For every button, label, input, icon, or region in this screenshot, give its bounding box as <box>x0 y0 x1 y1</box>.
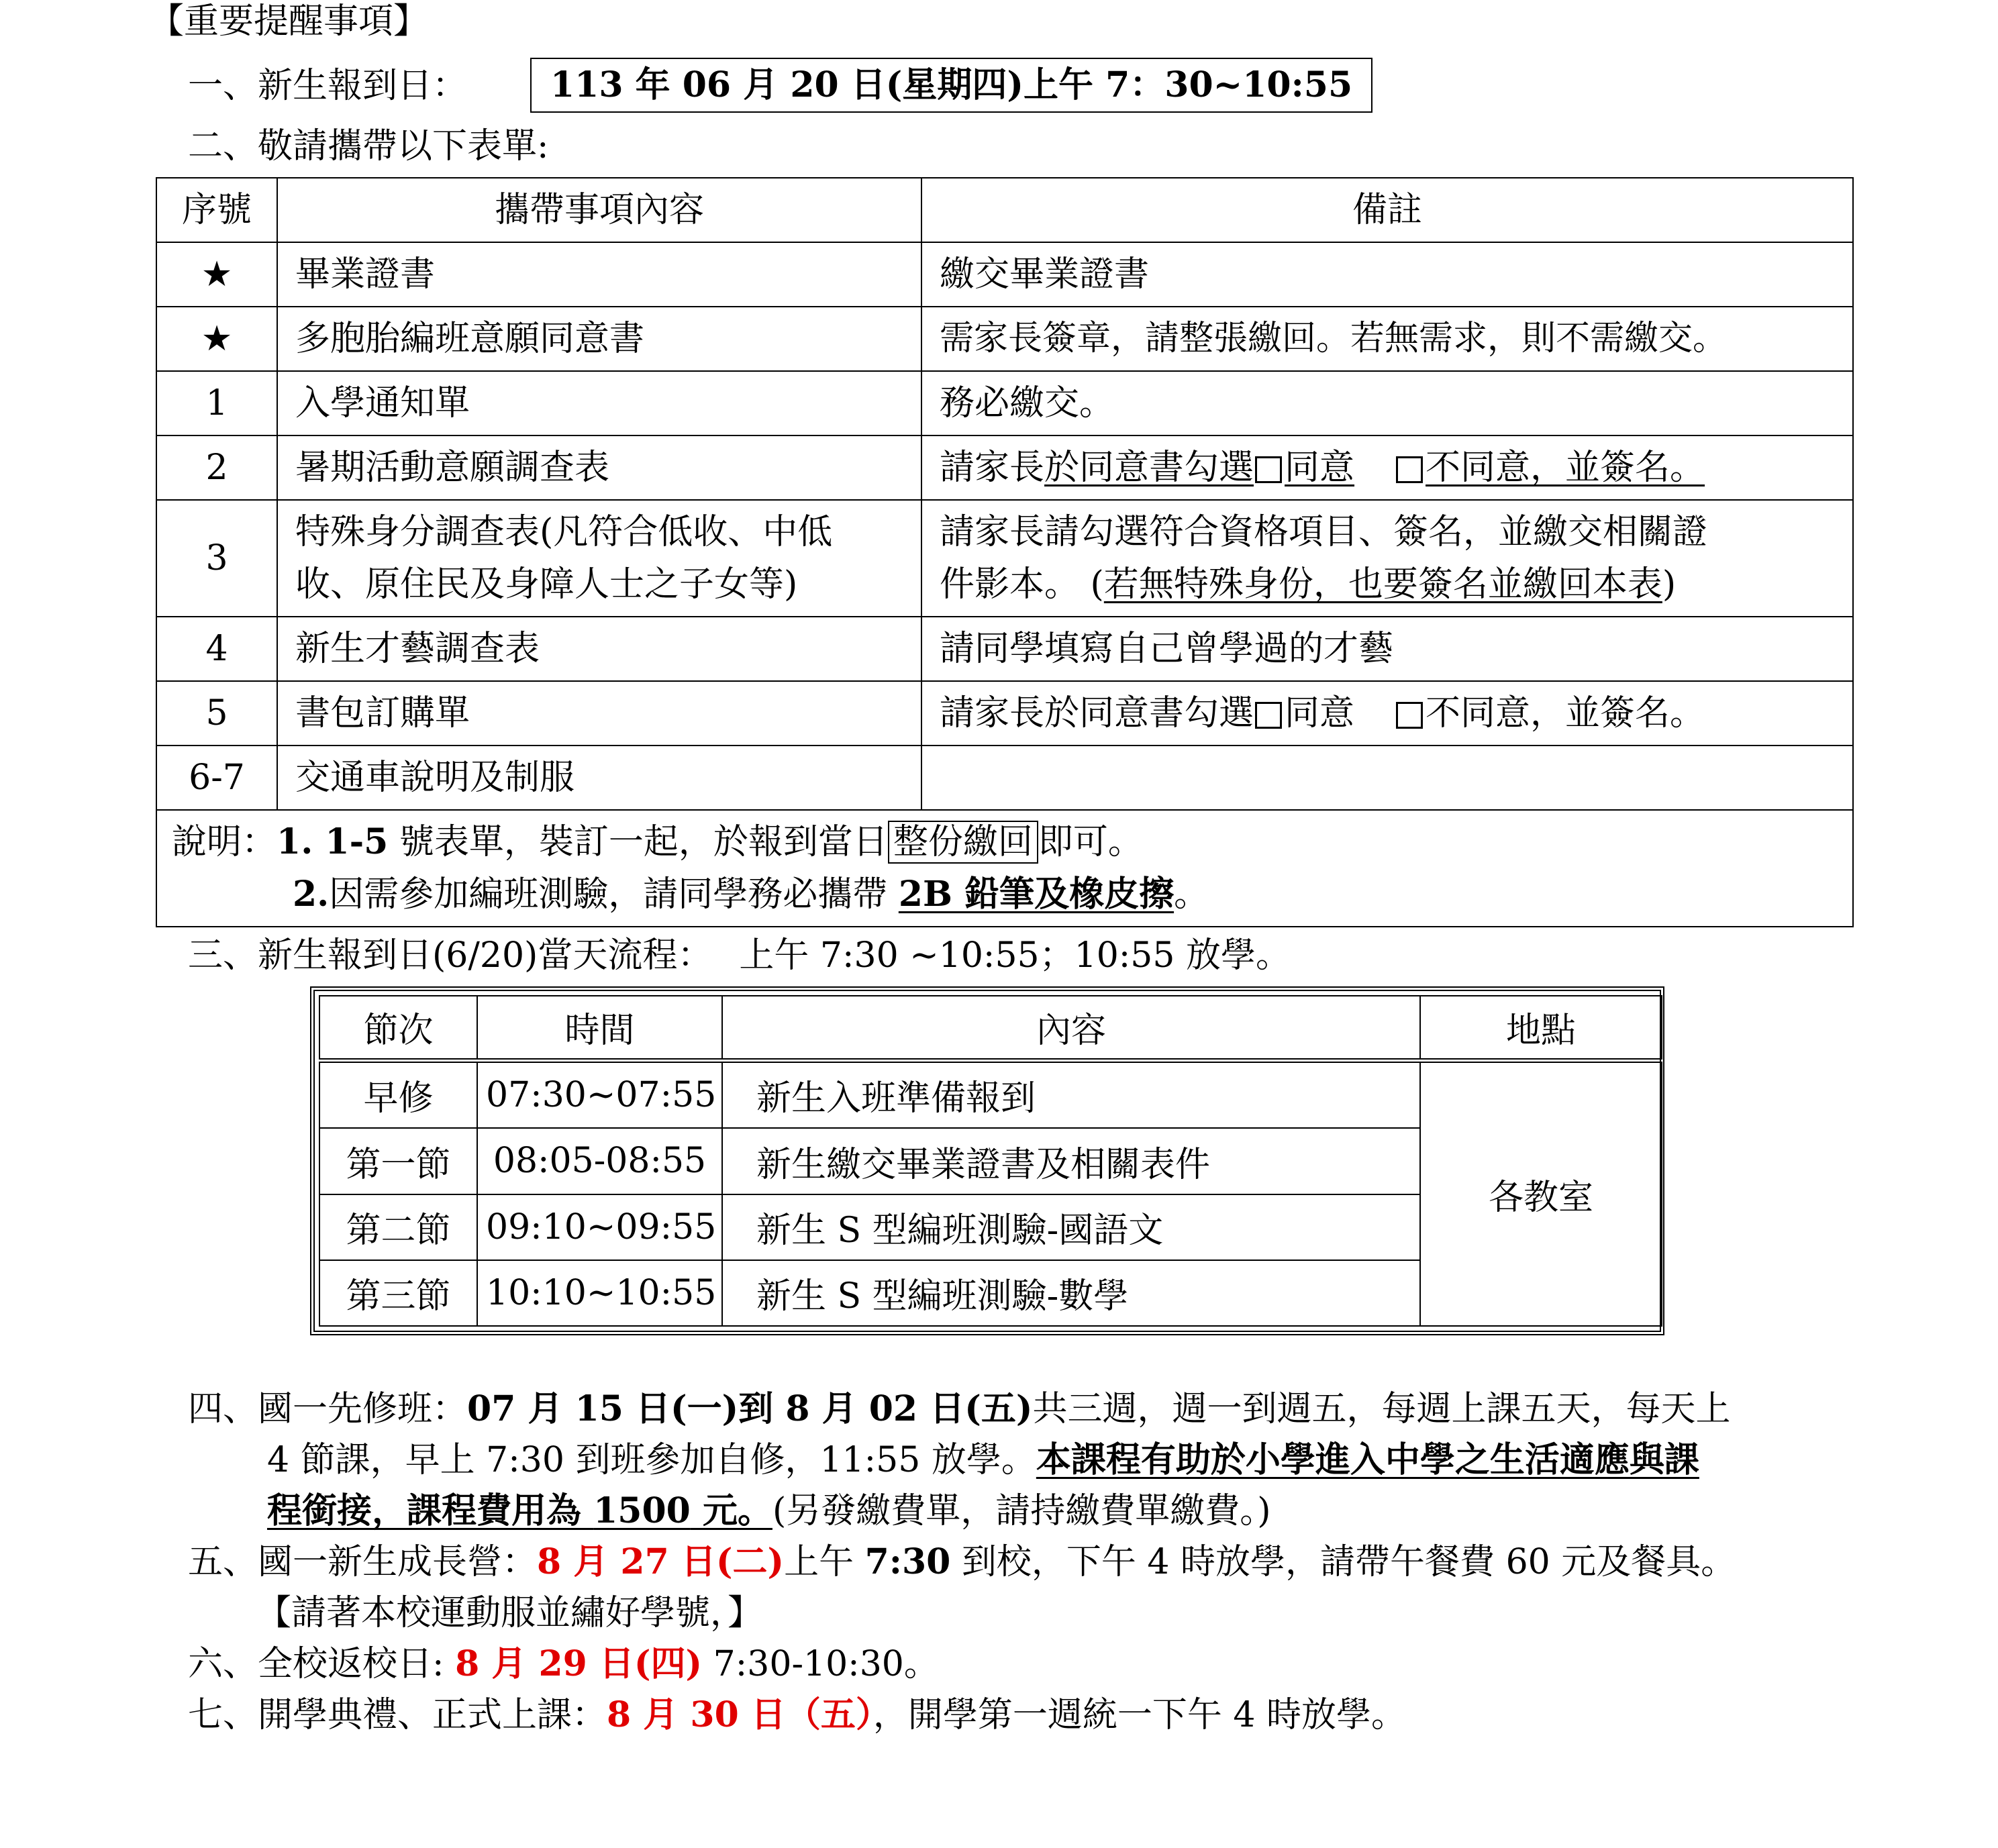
schedule-row <box>319 1060 1662 1128</box>
table-row <box>156 307 1853 371</box>
note-text: 於同意書勾選 <box>1044 448 1254 488</box>
row-note <box>921 746 1853 810</box>
schedule-label <box>188 930 1291 981</box>
location: 各教室 <box>1420 1060 1662 1326</box>
row-no: 6-7 <box>156 746 277 810</box>
period: 第二節 <box>319 1194 477 1260</box>
return-day-line <box>188 1639 939 1690</box>
disagree-checkbox[interactable] <box>1396 702 1423 729</box>
camp-time: 7:30 <box>864 1541 951 1582</box>
period: 第一節 <box>319 1128 477 1194</box>
note-text: 即可。 <box>1038 822 1143 862</box>
time: 10:10~10:55 <box>477 1260 722 1326</box>
opening-line <box>188 1690 1406 1741</box>
disagree-label: 不同意，並簽名。 <box>1426 693 1705 733</box>
table-row <box>156 242 1853 307</box>
row-no: ★ <box>156 307 277 371</box>
row-note: 繳交畢業證書 <box>921 242 1853 307</box>
row-item-line: 收、原住民及身障人士之子女等) <box>295 564 798 605</box>
opening-date: 8 月 30 日（五） <box>607 1694 873 1735</box>
prep-class-dates: 07 月 15 日(一)到 8 月 02 日(五) <box>467 1388 1033 1429</box>
note-line-1 <box>172 816 1835 868</box>
schedule-table <box>319 995 1662 1327</box>
row-no: 3 <box>156 500 277 617</box>
row-no: 2 <box>156 435 277 500</box>
prep-class-line-2 <box>267 1435 1699 1486</box>
schedule-time: 上午 7:30 ~10:55；10:55 放學。 <box>739 935 1291 976</box>
camp-date: 8 月 27 日(二) <box>537 1541 785 1582</box>
note-text: 。 <box>1174 874 1209 915</box>
prep-class-emphasis-text: 元。 <box>690 1490 772 1531</box>
note-text: 號表單，裝訂一起，於報到當日 <box>388 822 888 862</box>
prep-class-fee: 1500 <box>593 1490 691 1531</box>
row-item: 新生才藝調查表 <box>277 617 921 681</box>
agree-label: 同意 <box>1285 448 1355 488</box>
row-item: 畢業證書 <box>277 242 921 307</box>
row-note <box>921 435 1853 500</box>
camp-label: 五、國一新生成長營： <box>188 1542 538 1582</box>
row-note: 需家長簽章，請整張繳回。若無需求，則不需繳交。 <box>921 307 1853 371</box>
time: 08:05-08:55 <box>477 1128 722 1194</box>
note-text: 請家長 <box>940 448 1045 488</box>
row-item <box>277 500 921 617</box>
row-note <box>921 500 1853 617</box>
row-no: 5 <box>156 681 277 746</box>
prep-class-emphasis: 本課程有助於小學進入中學之生活適應與課 <box>1036 1439 1699 1480</box>
row-item: 入學通知單 <box>277 371 921 435</box>
header-item: 攜帶事項內容 <box>277 178 921 242</box>
camp-text: 上午 <box>784 1542 865 1582</box>
agree-checkbox[interactable] <box>1255 456 1282 483</box>
note-underlined: 若無特殊身份，也要簽名並繳回本表 <box>1103 564 1662 605</box>
prep-class-text: 共三週，週一到週五，每週上課五天，每天上 <box>1032 1389 1731 1429</box>
row-note-line: 請家長請勾選符合資格項目、簽名，並繳交相關證 <box>940 512 1708 552</box>
content: 新生 S 型編班測驗-國語文 <box>722 1194 1420 1260</box>
row-note <box>921 681 1853 746</box>
row-item-line: 特殊身分調查表(凡符合低收、中低 <box>295 512 833 552</box>
content: 新生繳交畢業證書及相關表件 <box>722 1128 1420 1194</box>
prep-class-label: 四、國一先修班： <box>188 1389 468 1429</box>
report-day-label: 一、新生報到日： <box>188 66 468 106</box>
prep-class-line-3 <box>267 1486 1271 1537</box>
note-text: 件影本。 ( <box>940 564 1104 605</box>
header-note: 備註 <box>921 178 1853 242</box>
header-content: 內容 <box>722 996 1420 1060</box>
table-row <box>156 371 1853 435</box>
row-note: 請同學填寫自己曾學過的才藝 <box>921 617 1853 681</box>
row-no: 4 <box>156 617 277 681</box>
period: 第三節 <box>319 1260 477 1326</box>
camp-line-1 <box>188 1537 1736 1588</box>
return-day-date: 8 月 29 日(四) <box>455 1643 703 1684</box>
opening-text: ，開學第一週統一下午 4 時放學。 <box>872 1695 1407 1735</box>
time: 07:30~07:55 <box>477 1060 722 1128</box>
camp-text: 到校，下午 4 時放學，請帶午餐費 60 元及餐具。 <box>950 1542 1736 1582</box>
table-row <box>156 435 1853 500</box>
note-line-2 <box>172 868 1835 921</box>
header-location: 地點 <box>1420 996 1662 1060</box>
schedule-table-frame <box>310 986 1664 1335</box>
note-number: 1. 1-5 <box>277 821 389 862</box>
note-number: 2. <box>293 874 330 915</box>
prep-class-text: 4 節課，早上 7:30 到班參加自修，11:55 放學。 <box>267 1440 1036 1480</box>
period: 早修 <box>319 1060 477 1128</box>
note-underlined: 2B 鉛筆及橡皮擦 <box>898 874 1175 915</box>
agree-label: 同意 <box>1285 693 1355 733</box>
table-header-row <box>156 178 1853 242</box>
row-no: ★ <box>156 242 277 307</box>
note-text: 因需參加編班測驗，請同學務必攜帶 <box>329 874 899 915</box>
schedule-header-row <box>319 996 1662 1060</box>
time: 09:10~09:55 <box>477 1194 722 1260</box>
row-item: 暑期活動意願調查表 <box>277 435 921 500</box>
prep-class-tail: (另發繳費單，請持繳費單繳費。) <box>772 1491 1271 1531</box>
table-row <box>156 746 1853 810</box>
table-row <box>156 617 1853 681</box>
prep-class-emphasis-text: 程銜接，課程費用為 <box>267 1490 594 1531</box>
note-underlined <box>1044 448 1705 488</box>
row-note-line <box>940 558 1835 611</box>
row-item: 交通車說明及制服 <box>277 746 921 810</box>
disagree-checkbox[interactable] <box>1396 456 1423 483</box>
forms-table <box>156 177 1854 927</box>
return-day-label: 六、全校返校日: <box>188 1644 456 1684</box>
header-no: 序號 <box>156 178 277 242</box>
prep-class-emphasis <box>267 1490 772 1531</box>
bring-forms-label: 二、敬請攜帶以下表單: <box>188 126 549 166</box>
opening-label: 七、開學典禮、正式上課： <box>188 1695 607 1735</box>
note-text: 請家長於同意書勾選 <box>940 693 1254 733</box>
content: 新生入班準備報到 <box>722 1060 1420 1128</box>
header-period: 節次 <box>319 996 477 1060</box>
row-no: 1 <box>156 371 277 435</box>
disagree-label: 不同意，並簽名。 <box>1426 448 1705 488</box>
row-item: 書包訂購單 <box>277 681 921 746</box>
row-note: 務必繳交。 <box>921 371 1853 435</box>
row-item: 多胞胎編班意願同意書 <box>277 307 921 371</box>
header-time: 時間 <box>477 996 722 1060</box>
return-day-time: 7:30-10:30。 <box>702 1644 939 1684</box>
table-notes <box>156 810 1853 927</box>
prep-class-line-1 <box>188 1384 1730 1435</box>
agree-checkbox[interactable] <box>1255 702 1282 729</box>
camp-line-2: 【請著本校運動服並繡好學號，】 <box>256 1593 763 1633</box>
schedule-label-text: 三、新生報到日(6/20)當天流程： <box>188 935 713 976</box>
page-heading: 【重要提醒事項】 <box>149 1 429 42</box>
table-row <box>156 500 1853 617</box>
table-row <box>156 681 1853 746</box>
note-label: 說明： <box>172 822 277 862</box>
content: 新生 S 型編班測驗-數學 <box>722 1260 1420 1326</box>
note-boxed-text: 整份繳回 <box>888 821 1038 864</box>
table-notes-row <box>156 810 1853 927</box>
report-day-date-box: 113 年 06 月 20 日(星期四)上午 7：30~10:55 <box>530 58 1372 113</box>
note-text: ) <box>1662 564 1677 605</box>
